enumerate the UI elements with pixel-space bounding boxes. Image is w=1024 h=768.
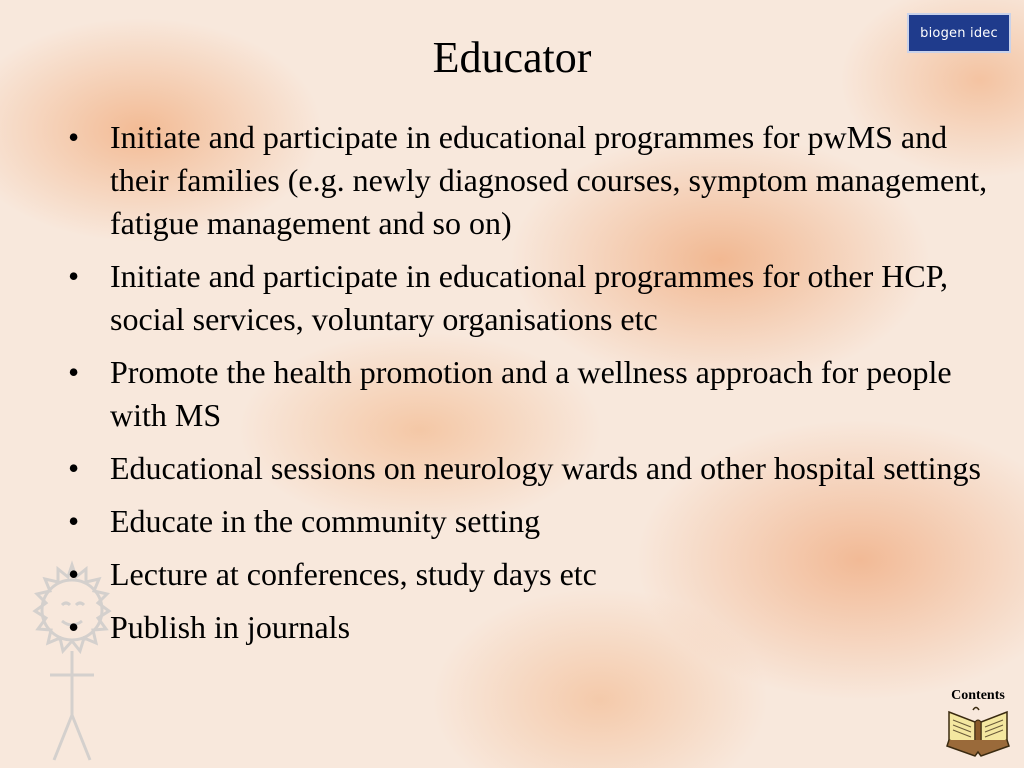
bullet-item: [68, 351, 988, 437]
slide-title: Educator: [432, 33, 592, 82]
bullet-dot: •: [68, 450, 80, 486]
bullet-item: [68, 255, 988, 341]
bullet-text: Initiate and participate in educational programmes for other HCP, social services, voluntary organisations etc: [110, 258, 948, 337]
biogen-idec-logo: [907, 13, 1011, 53]
bullet-item: [68, 116, 988, 245]
contents-label: Contents: [951, 688, 1005, 703]
bullet-text: Initiate and participate in educational programmes for pwMS and their families (e.g. newly diagnosed courses, symptom management, fatigue management and so on): [110, 119, 988, 241]
bullet-item: [68, 500, 988, 543]
bullet-dot: •: [68, 119, 80, 155]
bullet-text: Promote the health promotion and a wellness approach for people with MS: [110, 354, 952, 433]
bullet-list: [68, 116, 988, 659]
bullet-text: Educate in the community setting: [110, 503, 541, 539]
bullet-text: Lecture at conferences, study days etc: [110, 556, 597, 592]
bullet-dot: •: [68, 556, 80, 592]
open-book-icon: [945, 704, 1011, 758]
bullet-text: Educational sessions on neurology wards and other hospital settings: [110, 450, 981, 486]
bullet-dot: •: [68, 503, 80, 539]
bullet-item: [68, 553, 988, 596]
logo-text: biogen idec: [920, 25, 998, 41]
bullet-dot: •: [68, 258, 80, 294]
bullet-dot: •: [68, 609, 80, 645]
bullet-dot: •: [68, 354, 80, 390]
bullet-item: [68, 447, 988, 490]
bullet-text: Publish in journals: [110, 609, 351, 645]
contents-link[interactable]: [940, 688, 1016, 760]
bullet-item: [68, 606, 988, 649]
